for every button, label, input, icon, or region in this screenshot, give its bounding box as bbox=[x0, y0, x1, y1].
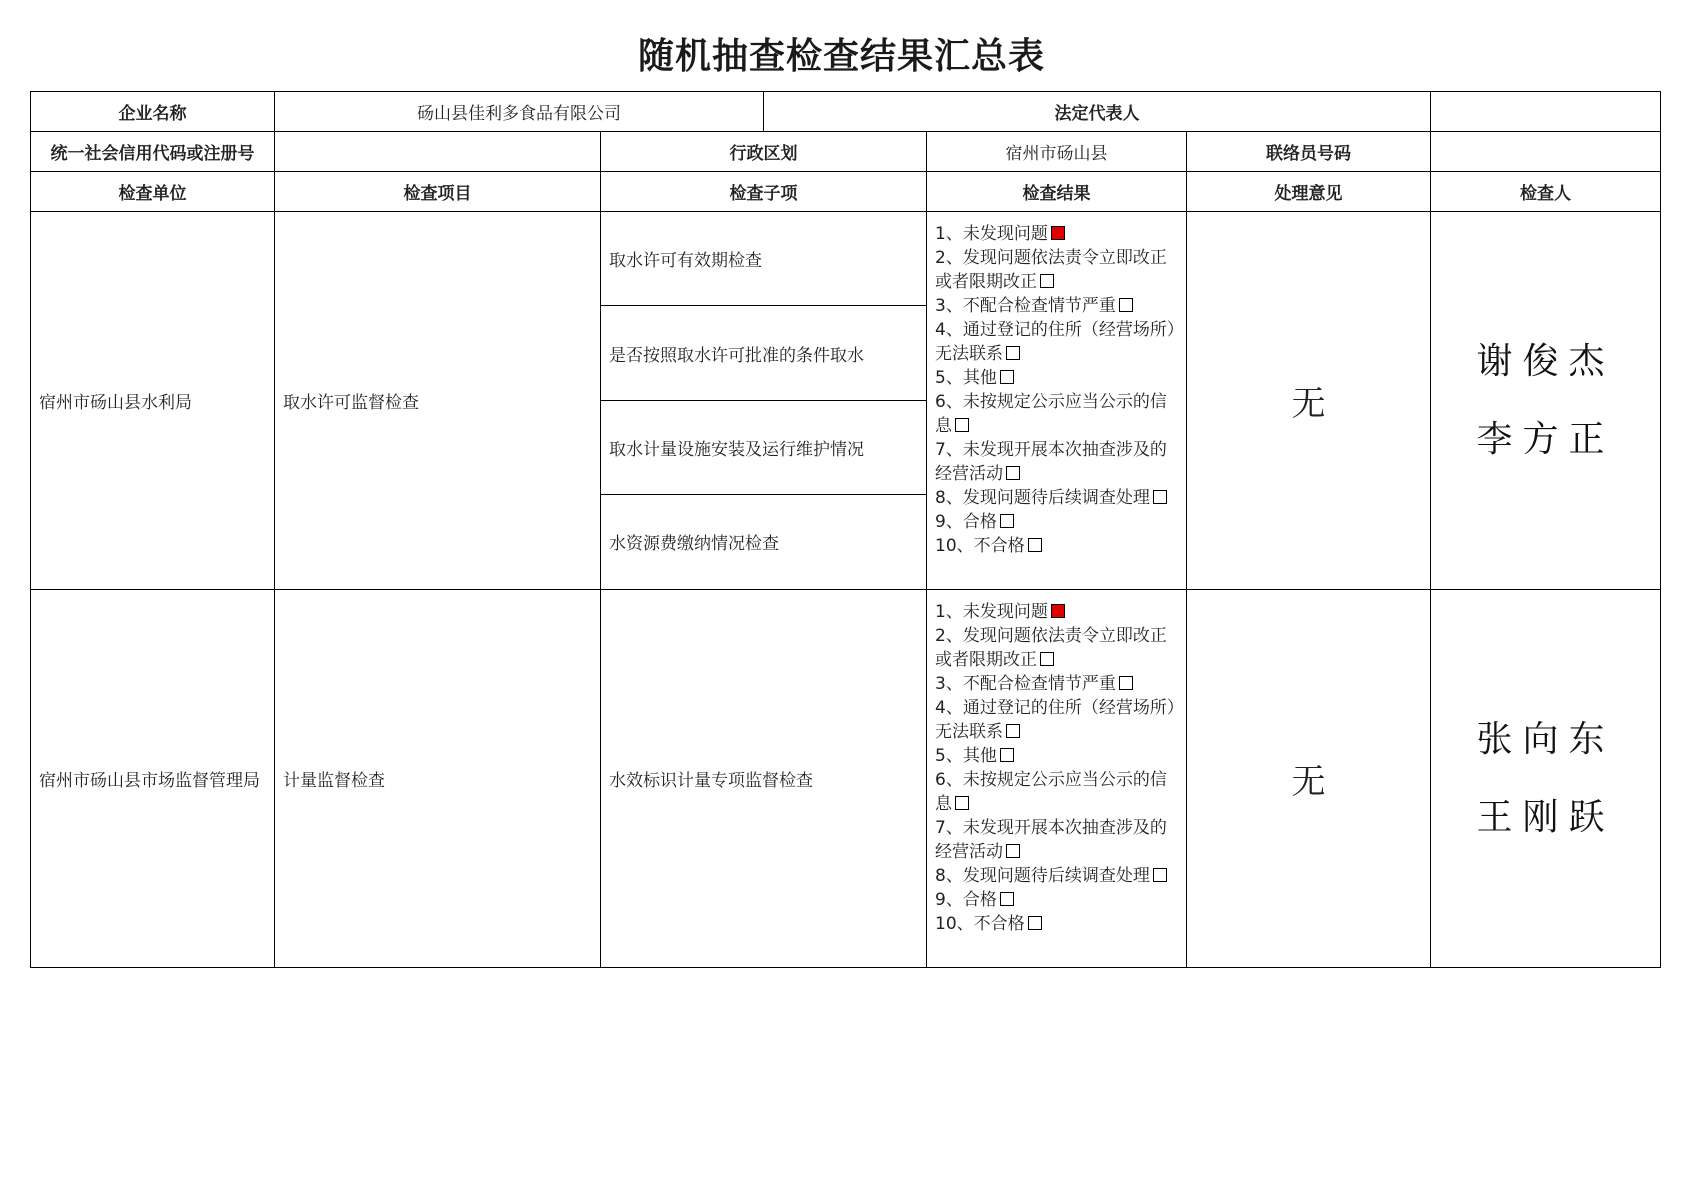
result-option bbox=[935, 912, 1178, 936]
inspector-name: 李方正 bbox=[1476, 418, 1615, 460]
result-option-label: 6、未按规定公示应当公示的信息 bbox=[935, 770, 1167, 814]
result-option bbox=[935, 600, 1178, 624]
checkbox[interactable] bbox=[1000, 892, 1014, 906]
result-option-label: 3、不配合检查情节严重 bbox=[935, 296, 1116, 316]
result-option bbox=[935, 816, 1178, 864]
result-option-label: 4、通过登记的住所（经营场所）无法联系 bbox=[935, 698, 1176, 742]
result-option bbox=[935, 438, 1178, 486]
result-option-label: 4、通过登记的住所（经营场所）无法联系 bbox=[935, 320, 1176, 364]
company-name-value: 砀山县佳利多食品有限公司 bbox=[275, 92, 764, 132]
checkbox[interactable] bbox=[1000, 370, 1014, 384]
subitem: 是否按照取水许可批准的条件取水 bbox=[601, 306, 926, 401]
checkbox[interactable] bbox=[1006, 724, 1020, 738]
result-option bbox=[935, 864, 1178, 888]
credit-code-value bbox=[275, 132, 601, 172]
results-table bbox=[30, 91, 1661, 968]
checkbox[interactable] bbox=[1040, 652, 1054, 666]
checkbox[interactable] bbox=[1119, 676, 1133, 690]
result-option-label: 5、其他 bbox=[935, 746, 997, 766]
checkbox[interactable] bbox=[1006, 346, 1020, 360]
result-option bbox=[935, 744, 1178, 768]
table-row bbox=[31, 212, 1661, 590]
checkbox[interactable] bbox=[1153, 490, 1167, 504]
result-option-label: 9、合格 bbox=[935, 512, 997, 532]
result-option bbox=[935, 768, 1178, 816]
result-option-label: 5、其他 bbox=[935, 368, 997, 388]
subitem: 取水计量设施安装及运行维护情况 bbox=[601, 401, 926, 495]
inspector-signature bbox=[1431, 590, 1661, 968]
header-row-credit bbox=[31, 132, 1661, 172]
liaison-label: 联络员号码 bbox=[1187, 132, 1431, 172]
result-options bbox=[927, 212, 1187, 590]
checkbox[interactable] bbox=[1000, 748, 1014, 762]
header-row-company bbox=[31, 92, 1661, 132]
result-option-label: 9、合格 bbox=[935, 890, 997, 910]
subitem: 取水许可有效期检查 bbox=[601, 212, 926, 306]
result-option-label: 1、未发现问题 bbox=[935, 224, 1048, 244]
row-opinion: 无 bbox=[1187, 212, 1431, 590]
inspector-name: 王刚跃 bbox=[1476, 796, 1615, 838]
row-unit: 宿州市砀山县市场监督管理局 bbox=[31, 590, 275, 968]
result-option-label: 10、不合格 bbox=[935, 914, 1025, 934]
col-inspector: 检查人 bbox=[1431, 172, 1661, 212]
col-unit: 检查单位 bbox=[31, 172, 275, 212]
result-option-label: 3、不配合检查情节严重 bbox=[935, 674, 1116, 694]
col-item: 检查项目 bbox=[275, 172, 601, 212]
row-item: 取水许可监督检查 bbox=[275, 212, 601, 590]
checkbox[interactable] bbox=[1006, 466, 1020, 480]
legal-rep-label: 法定代表人 bbox=[764, 92, 1431, 132]
result-option-label: 2、发现问题依法责令立即改正或者限期改正 bbox=[935, 626, 1167, 670]
result-option-label: 7、未发现开展本次抽查涉及的经营活动 bbox=[935, 818, 1167, 862]
result-option bbox=[935, 366, 1178, 390]
legal-rep-value bbox=[1431, 92, 1661, 132]
region-label: 行政区划 bbox=[601, 132, 927, 172]
result-options bbox=[927, 590, 1187, 968]
result-option-label: 1、未发现问题 bbox=[935, 602, 1048, 622]
table-row bbox=[31, 590, 1661, 968]
result-option bbox=[935, 534, 1178, 558]
checkbox[interactable] bbox=[1028, 538, 1042, 552]
col-opinion: 处理意见 bbox=[1187, 172, 1431, 212]
result-option bbox=[935, 390, 1178, 438]
checkbox[interactable] bbox=[1028, 916, 1042, 930]
checkbox[interactable] bbox=[955, 796, 969, 810]
checkbox[interactable] bbox=[1153, 868, 1167, 882]
result-option-label: 8、发现问题待后续调查处理 bbox=[935, 866, 1150, 886]
subitem: 水资源费缴纳情况检查 bbox=[609, 534, 779, 554]
inspector-signature bbox=[1431, 212, 1661, 590]
checkbox[interactable] bbox=[955, 418, 969, 432]
row-unit: 宿州市砀山县水利局 bbox=[31, 212, 275, 590]
checkbox[interactable] bbox=[1040, 274, 1054, 288]
credit-code-label: 统一社会信用代码或注册号 bbox=[31, 132, 275, 172]
row-opinion: 无 bbox=[1187, 590, 1431, 968]
result-option bbox=[935, 222, 1178, 246]
checkbox[interactable] bbox=[1119, 298, 1133, 312]
inspector-name: 谢俊杰 bbox=[1476, 340, 1615, 382]
company-name-label: 企业名称 bbox=[31, 92, 275, 132]
result-option bbox=[935, 624, 1178, 672]
result-option bbox=[935, 510, 1178, 534]
row-subitems bbox=[601, 212, 927, 590]
checked-checkbox[interactable] bbox=[1051, 604, 1065, 618]
result-option-label: 7、未发现开展本次抽查涉及的经营活动 bbox=[935, 440, 1167, 484]
checkbox[interactable] bbox=[1000, 514, 1014, 528]
row-item: 计量监督检查 bbox=[275, 590, 601, 968]
result-option bbox=[935, 246, 1178, 294]
inspector-name: 张向东 bbox=[1476, 718, 1615, 760]
result-option-label: 8、发现问题待后续调查处理 bbox=[935, 488, 1150, 508]
result-option bbox=[935, 672, 1178, 696]
column-header-row bbox=[31, 172, 1661, 212]
result-option-label: 10、不合格 bbox=[935, 536, 1025, 556]
result-option bbox=[935, 696, 1178, 744]
result-option-label: 2、发现问题依法责令立即改正或者限期改正 bbox=[935, 248, 1167, 292]
result-option-label: 6、未按规定公示应当公示的信息 bbox=[935, 392, 1167, 436]
result-option bbox=[935, 888, 1178, 912]
region-value: 宿州市砀山县 bbox=[927, 132, 1187, 172]
checked-checkbox[interactable] bbox=[1051, 226, 1065, 240]
col-result: 检查结果 bbox=[927, 172, 1187, 212]
result-option bbox=[935, 294, 1178, 318]
row-subitem: 水效标识计量专项监督检查 bbox=[601, 590, 927, 968]
result-option bbox=[935, 486, 1178, 510]
col-subitem: 检查子项 bbox=[601, 172, 927, 212]
result-option bbox=[935, 318, 1178, 366]
page-title: 随机抽查检查结果汇总表 bbox=[637, 36, 1045, 77]
liaison-value bbox=[1431, 132, 1661, 172]
checkbox[interactable] bbox=[1006, 844, 1020, 858]
